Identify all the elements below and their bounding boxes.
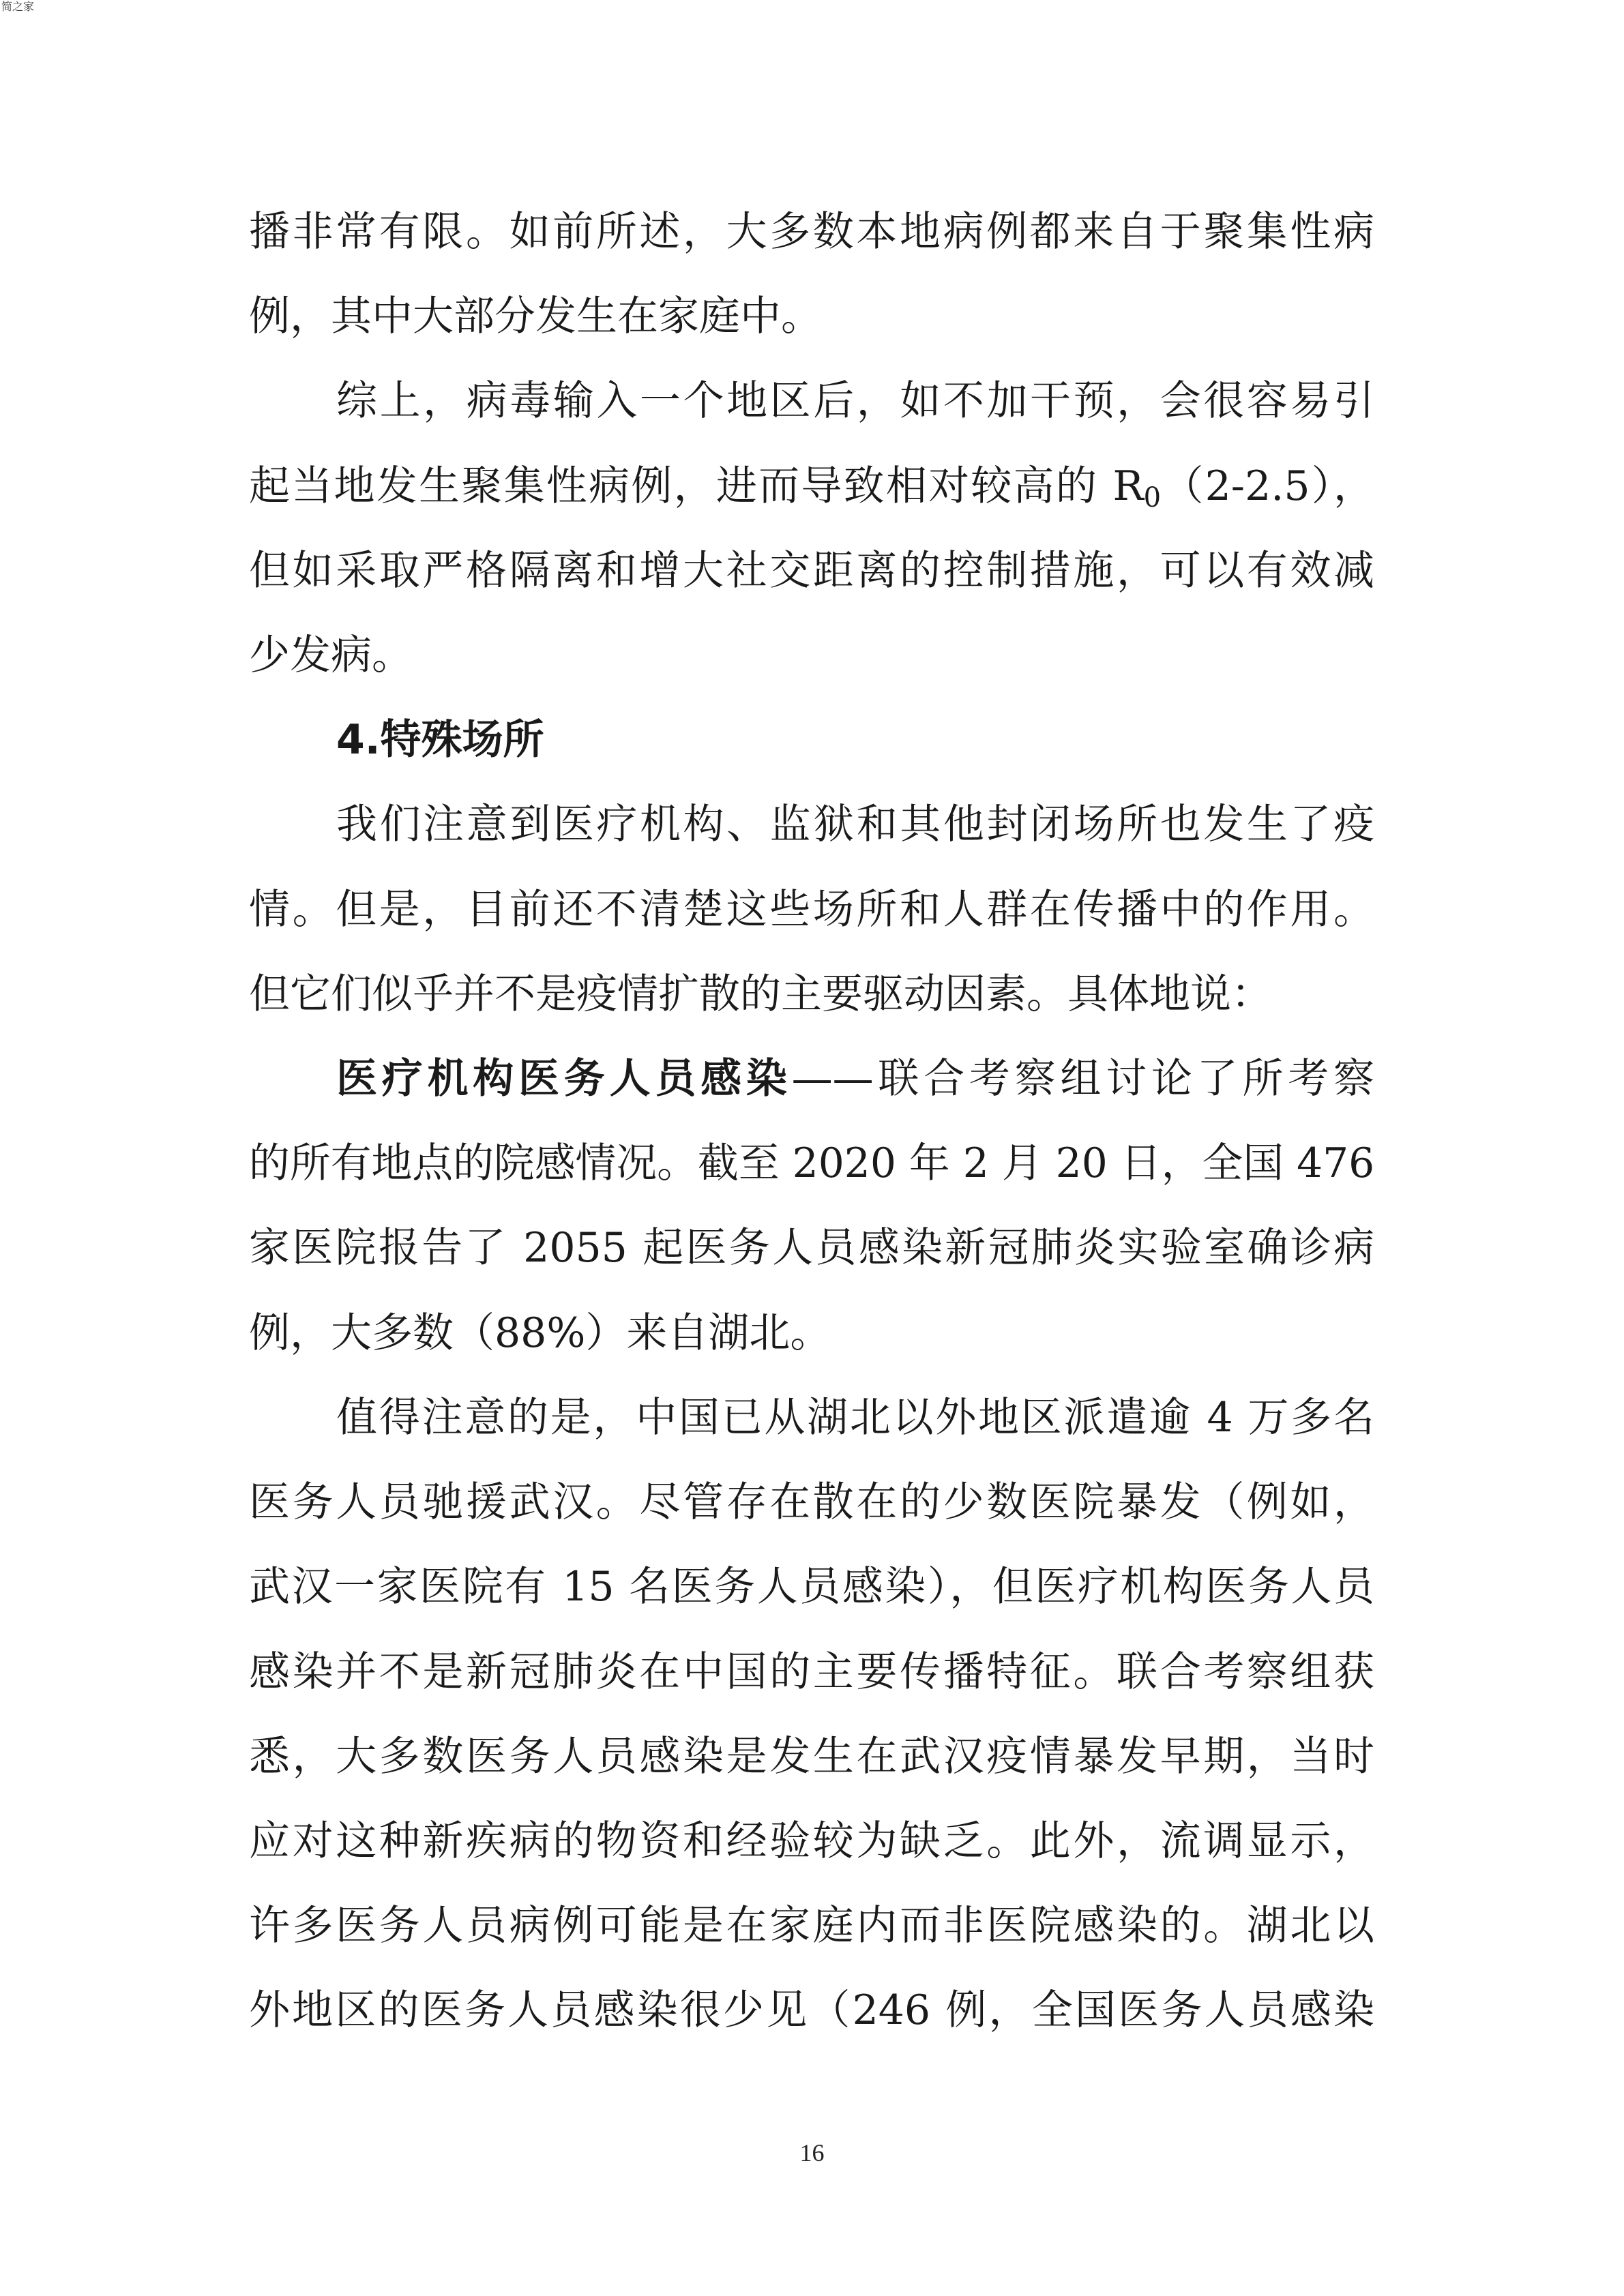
- paragraph-line: 例，其中大部分发生在家庭中。: [249, 293, 822, 340]
- text-segment: （2-2.5），: [1161, 462, 1375, 510]
- subscript-zero: 0: [1143, 482, 1162, 513]
- text-segment: ——联合考察组讨论了所考察: [791, 1055, 1375, 1103]
- paragraph-line-with-subscript: [249, 459, 1374, 513]
- corner-watermark: 简之家: [1, 0, 35, 13]
- paragraph-line: 的所有地点的院感情况。截至 2020 年 2 月 20 日，全国 476: [249, 1139, 1375, 1187]
- paragraph-line: 许多医务人员病例可能是在家庭内而非医院感染的。湖北以: [249, 1902, 1374, 1950]
- paragraph-line: [336, 1052, 1374, 1106]
- paragraph-line: 但它们似乎并不是疫情扩散的主要驱动因素。具体地说：: [249, 970, 1272, 1018]
- paragraph-line: 例，大多数（88%）来自湖北。: [249, 1309, 831, 1357]
- paragraph-line: 感染并不是新冠肺炎在中国的主要传播特征。联合考察组获: [249, 1648, 1374, 1696]
- paragraph-line: 外地区的医务人员感染很少见（246 例，全国医务人员感染: [249, 1986, 1374, 2034]
- section-heading: 4.特殊场所: [336, 716, 544, 764]
- bold-term: 医疗机构医务人员感染: [336, 1055, 792, 1103]
- paragraph-line: 播非常有限。如前所述，大多数本地病例都来自于聚集性病: [249, 208, 1374, 256]
- paragraph-line: 武汉一家医院有 15 名医务人员感染），但医疗机构医务人员: [249, 1563, 1374, 1611]
- paragraph-line: 综上，病毒输入一个地区后，如不加干预，会很容易引: [336, 377, 1374, 425]
- paragraph-line: 应对这种新疾病的物资和经验较为缺乏。此外，流调显示，: [249, 1817, 1374, 1865]
- paragraph-line: 我们注意到医疗机构、监狱和其他封闭场所也发生了疫: [336, 801, 1374, 848]
- paragraph-line: 但如采取严格隔离和增大社交距离的控制措施，可以有效减: [249, 547, 1374, 595]
- paragraph-line: 情。但是，目前还不清楚这些场所和人群在传播中的作用。: [249, 886, 1374, 934]
- paragraph-line: 悉，大多数医务人员感染是发生在武汉疫情暴发早期，当时: [249, 1733, 1374, 1780]
- paragraph-line: 医务人员驰援武汉。尽管存在散在的少数医院暴发（例如，: [249, 1478, 1374, 1526]
- paragraph-line: 家医院报告了 2055 起医务人员感染新冠肺炎实验室确诊病: [249, 1224, 1374, 1272]
- paragraph-line: 值得注意的是，中国已从湖北以外地区派遣逾 4 万多名: [336, 1394, 1374, 1442]
- paragraph-line: 少发病。: [249, 631, 413, 679]
- page-number: 16: [799, 2139, 825, 2166]
- text-segment: 起当地发生聚集性病例，进而导致相对较高的 R: [249, 462, 1144, 510]
